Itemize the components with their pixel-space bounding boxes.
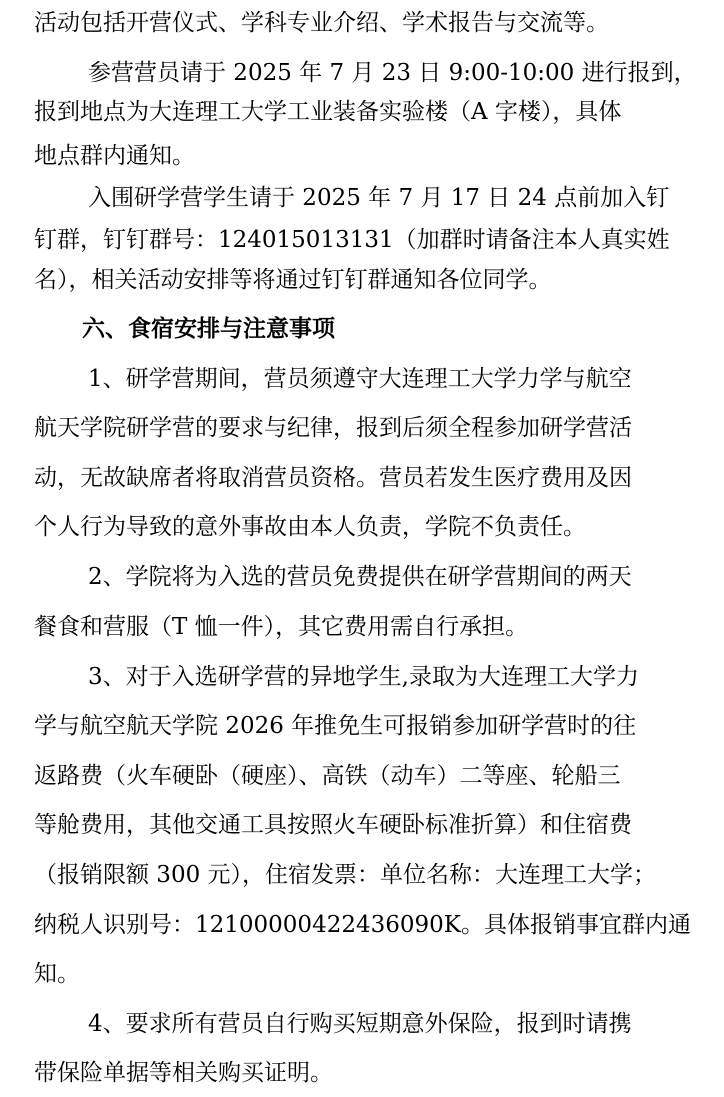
text-line: 名），相关活动安排等将通过钉钉群通知各位同学。: [34, 267, 552, 293]
text-line: 活动包括开营仪式、学科专业介绍、学术报告与交流等。: [34, 10, 609, 36]
text-line: 钉群，钉钉群号：124015013131（加群时请备注本人真实姓: [34, 227, 670, 253]
text-line: 个人行为导致的意外事故由本人负责，学院不负责任。: [34, 514, 586, 540]
section-heading: 六、食宿安排与注意事项: [82, 316, 335, 342]
text-line: 2、学院将为入选的营员免费提供在研学营期间的两天: [88, 564, 632, 590]
text-line: 知。: [34, 961, 80, 987]
text-line: 返路费（火车硬卧（硬座）、高铁（动车）二等座、轮船三: [34, 763, 621, 789]
text-line: （报销限额 300 元），住宿发票：单位名称：大连理工大学；: [34, 862, 657, 888]
text-line: 动，无故缺席者将取消营员资格。营员若发生医疗费用及因: [34, 465, 632, 491]
text-line: 3、对于入选研学营的异地学生,录取为大连理工大学力: [88, 664, 639, 690]
text-line: 1、研学营期间，营员须遵守大连理工大学力学与航空: [88, 366, 632, 392]
text-line: 航天学院研学营的要求与纪律，报到后须全程参加研学营活: [34, 415, 632, 441]
text-line: 纳税人识别号：12100000422436090K。具体报销事宜群内通: [34, 912, 691, 938]
text-line: 餐食和营服（T 恤一件），其它费用需自行承担。: [34, 614, 529, 640]
text-line: 等舱费用，其他交通工具按照火车硬卧标准折算）和住宿费: [34, 812, 632, 838]
text-line: 4、要求所有营员自行购买短期意外保险，报到时请携: [88, 1011, 632, 1037]
text-line: 入围研学营学生请于 2025 年 7 月 17 日 24 点前加入钉: [88, 185, 670, 211]
text-line: 地点群内通知。: [34, 143, 195, 169]
text-line: 报到地点为大连理工大学工业装备实验楼（A 字楼），具体: [34, 99, 622, 125]
text-line: 带保险单据等相关购买证明。: [34, 1060, 333, 1086]
text-line: 学与航空航天学院 2026 年推免生可报销参加研学营时的往: [34, 713, 637, 739]
text-line: 参营营员请于 2025 年 7 月 23 日 9:00-10:00 进行报到，: [88, 60, 697, 86]
